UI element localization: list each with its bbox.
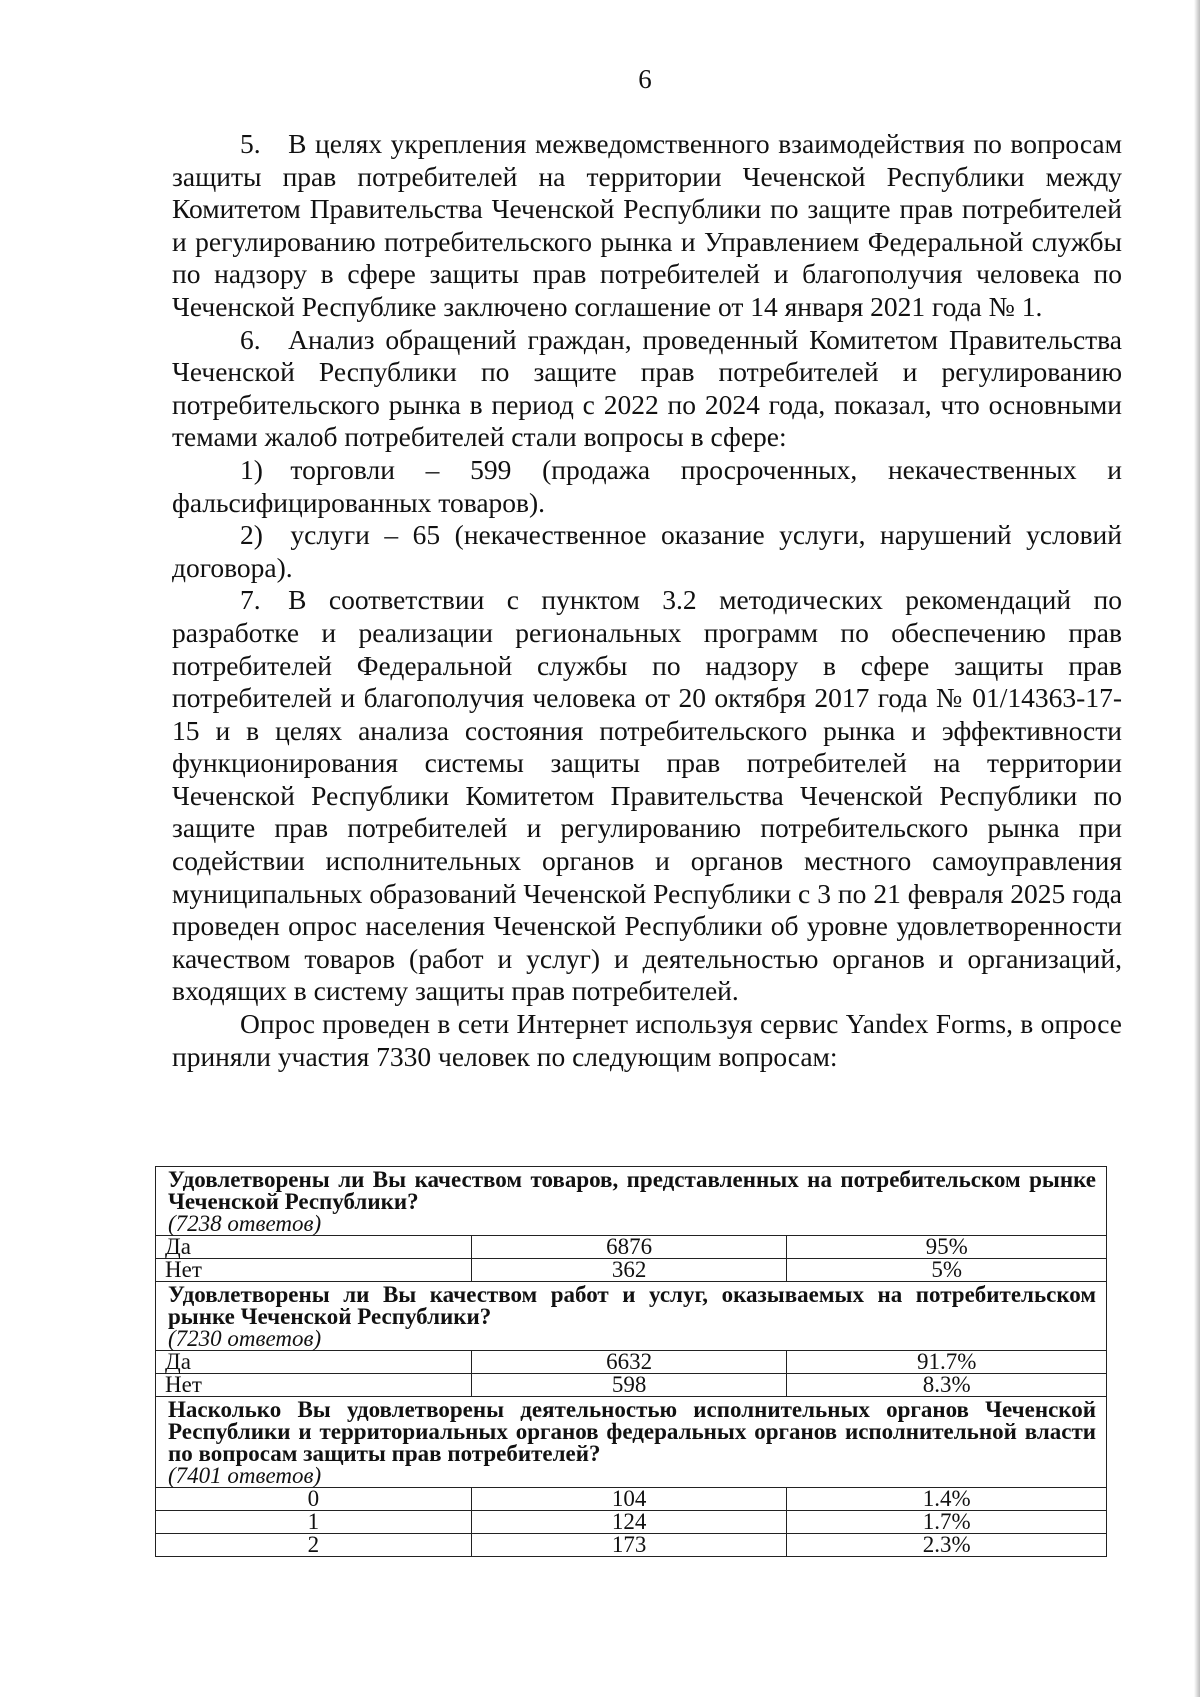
table-row bbox=[156, 1511, 1107, 1534]
list-item-trade: 1) торговли – 599 (продажа просроченных, некачественных и фальсифицированных товаров). bbox=[172, 453, 1122, 518]
question-row bbox=[156, 1167, 1107, 1236]
answer-label: Да bbox=[156, 1236, 472, 1259]
answer-count: 6632 bbox=[471, 1351, 787, 1374]
paragraph-5: 5. В целях укрепления межведомственного взаимодействия по вопросам защиты прав потребителей на территории Чеченской Республики между Комитетом Правительства Чеченской Республики по защите прав потребителей и регулированию потребительского рынка и Управлением Федеральной службы по надзору в сфере защиты прав потребителей и благополучия человека по Чеченской Республике заключено соглашение от 14 января 2021 года № 1. bbox=[172, 128, 1122, 322]
answer-count: 362 bbox=[471, 1259, 787, 1282]
answer-percent: 5% bbox=[787, 1259, 1107, 1282]
question-text: Насколько Вы удовлетворены деятельностью исполнительных органов Чеченской Республики и территориальных органов федеральных органов исполнительной власти по вопросам защиты прав потребителей? bbox=[168, 1397, 1096, 1466]
answer-count: 104 bbox=[471, 1488, 787, 1511]
table-row bbox=[156, 1259, 1107, 1282]
answer-label: Нет bbox=[156, 1259, 472, 1282]
answer-percent: 91.7% bbox=[787, 1351, 1107, 1374]
question-text: Удовлетворены ли Вы качеством работ и услуг, оказываемых на потребительском рынке Чеченской Республики? bbox=[168, 1282, 1096, 1329]
table-row bbox=[156, 1236, 1107, 1259]
answer-label: 2 bbox=[156, 1534, 472, 1557]
question-cell bbox=[156, 1397, 1107, 1488]
question-text: Удовлетворены ли Вы качеством товаров, представленных на потребительском рынке Чеченской Республики? bbox=[168, 1167, 1096, 1214]
question-row bbox=[156, 1282, 1107, 1351]
answer-label: 1 bbox=[156, 1511, 472, 1534]
answer-count: 124 bbox=[471, 1511, 787, 1534]
question-cell bbox=[156, 1167, 1107, 1236]
answer-percent: 8.3% bbox=[787, 1374, 1107, 1397]
table-row bbox=[156, 1534, 1107, 1557]
paragraph-6: 6. Анализ обращений граждан, проведенный Комитетом Правительства Чеченской Республики по защите прав потребителей и регулированию потребительского рынка в период с 2022 по 2024 года, показал, что основными темами жалоб потребителей стали вопросы в сфере: bbox=[172, 323, 1122, 453]
table-row bbox=[156, 1488, 1107, 1511]
response-count: (7238 ответов) bbox=[168, 1211, 322, 1236]
scan-edge-shadow bbox=[1194, 0, 1200, 1697]
response-count: (7401 ответов) bbox=[168, 1463, 322, 1488]
answer-percent: 1.7% bbox=[787, 1511, 1107, 1534]
answer-label: Нет bbox=[156, 1374, 472, 1397]
table-row bbox=[156, 1351, 1107, 1374]
page-number: 6 bbox=[638, 64, 652, 94]
question-cell bbox=[156, 1282, 1107, 1351]
question-row bbox=[156, 1397, 1107, 1488]
answer-percent: 95% bbox=[787, 1236, 1107, 1259]
answer-count: 173 bbox=[471, 1534, 787, 1557]
answer-label: Да bbox=[156, 1351, 472, 1374]
table-row bbox=[156, 1374, 1107, 1397]
response-count: (7230 ответов) bbox=[168, 1326, 322, 1351]
answer-percent: 1.4% bbox=[787, 1488, 1107, 1511]
document-body bbox=[172, 128, 1122, 1073]
answer-count: 6876 bbox=[471, 1236, 787, 1259]
survey-intro-paragraph: Опрос проведен в сети Интернет используя сервис Yandex Forms, в опросе приняли участия 7330 человек по следующим вопросам: bbox=[172, 1008, 1122, 1072]
answer-label: 0 bbox=[156, 1488, 472, 1511]
paragraph-7: 7. В соответствии с пунктом 3.2 методических рекомендаций по разработке и реализации региональных программ по обеспечению прав потребителей Федеральной службы по надзору в сфере защиты прав потребителей и благополучия человека от 20 октября 2017 года № 01/14363-17-15 и в целях анализа состояния потребительского рынка и эффективности функционирования системы защиты прав потребителей на территории Чеченской Республики Комитетом Правительства Чеченской Республики по защите прав потребителей и регулированию потребительского рынка при содействии исполнительных органов и органов местного самоуправления муниципальных образований Чеченской Республики с 3 по 21 февраля 2025 года проведен опрос населения Чеченской Республики об уровне удовлетворенности качеством товаров (работ и услуг) и деятельностью органов и организаций, входящих в систему защиты прав потребителей. bbox=[172, 584, 1122, 1007]
answer-percent: 2.3% bbox=[787, 1534, 1107, 1557]
list-item-services: 2) услуги – 65 (некачественное оказание услуги, нарушений условий договора). bbox=[172, 519, 1122, 583]
survey-results-table bbox=[155, 1166, 1107, 1557]
answer-count: 598 bbox=[471, 1374, 787, 1397]
